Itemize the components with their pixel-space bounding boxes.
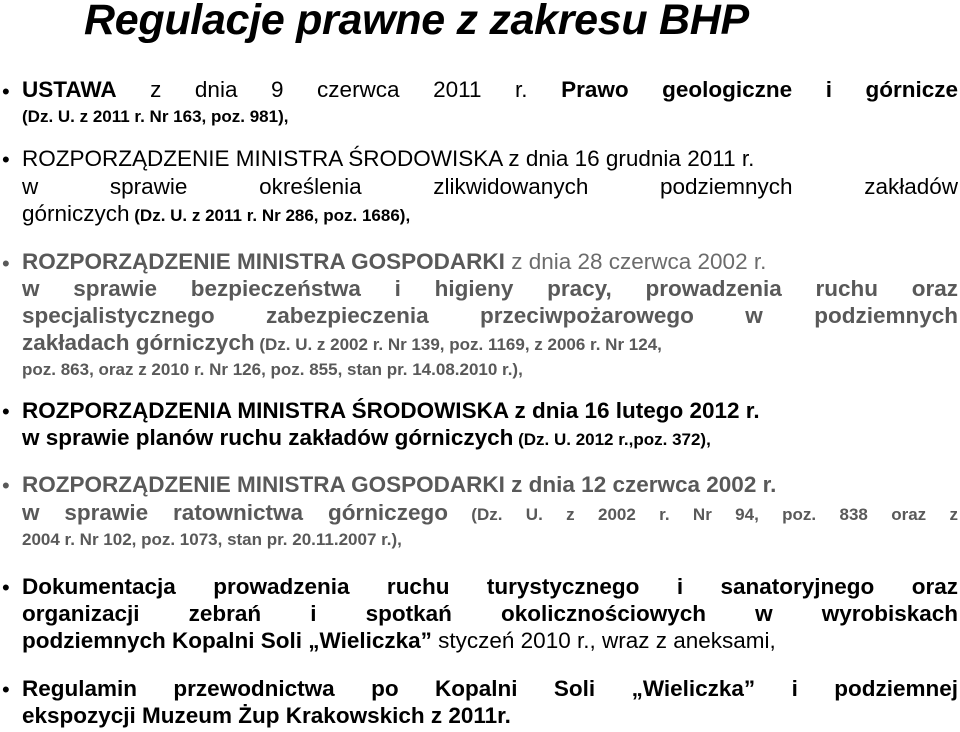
item-line: (Dz. U. z 2011 r. Nr 163, poz. 981), [22, 107, 289, 126]
item-line: w sprawie określenia zlikwidowanych podziemnych zakładów [22, 174, 958, 199]
bullet-icon: • [2, 147, 10, 172]
item-line: USTAWA z dnia 9 czerwca 2011 r. Prawo geologiczne i górnicze [22, 77, 958, 102]
item-line: ROZPORZĄDZENIA MINISTRA ŚRODOWISKA z dnia 16 lutego 2012 r. [22, 398, 760, 423]
item-line: w sprawie ratownictwa górniczego (Dz. U. z 2002 r. Nr 94, poz. 838 oraz z [22, 500, 958, 525]
bullet-icon: • [2, 79, 10, 104]
bullet-icon: • [2, 575, 10, 600]
item-line: ekspozycji Muzeum Żup Krakowskich z 2011r. [22, 703, 511, 728]
item-line: w sprawie bezpieczeństwa i higieny pracy, prowadzenia ruchu oraz [22, 276, 958, 301]
item-line: ROZPORZĄDZENIE MINISTRA ŚRODOWISKA z dnia 16 grudnia 2011 r. [22, 146, 755, 171]
bullet-icon: • [2, 473, 10, 498]
item-line: Dokumentacja prowadzenia ruchu turystycznego i sanatoryjnego oraz [22, 574, 958, 599]
item-line: Regulamin przewodnictwa po Kopalni Soli „Wieliczka” i podziemnej [22, 676, 958, 701]
bullet-icon: • [2, 677, 10, 702]
item-line: w sprawie planów ruchu zakładów górniczych (Dz. U. 2012 r.,poz. 372), [22, 425, 711, 450]
page-title: Regulacje prawne z zakresu BHP [84, 0, 749, 44]
item-line: podziemnych Kopalni Soli „Wieliczka” styczeń 2010 r., wraz z aneksami, [22, 628, 776, 653]
item-line: ROZPORZĄDZENIE MINISTRA GOSPODARKI z dnia 12 czerwca 2002 r. [22, 472, 777, 497]
item-line: ROZPORZĄDZENIE MINISTRA GOSPODARKI z dnia 28 czerwca 2002 r. [22, 249, 767, 274]
bullet-icon: • [2, 399, 10, 424]
item-line: specjalistycznego zabezpieczenia przeciwpożarowego w podziemnych [22, 303, 958, 328]
item-line: 2004 r. Nr 102, poz. 1073, stan pr. 20.11.2007 r.), [22, 530, 402, 549]
item-line: organizacji zebrań i spotkań okolicznościowych w wyrobiskach [22, 601, 958, 626]
item-line: zakładach górniczych (Dz. U. z 2002 r. Nr 139, poz. 1169, z 2006 r. Nr 124, [22, 330, 662, 355]
item-line: górniczych (Dz. U. z 2011 r. Nr 286, poz. 1686), [22, 201, 411, 226]
item-line: poz. 863, oraz z 2010 r. Nr 126, poz. 855, stan pr. 14.08.2010 r.), [22, 360, 523, 379]
bullet-icon: • [2, 251, 10, 276]
